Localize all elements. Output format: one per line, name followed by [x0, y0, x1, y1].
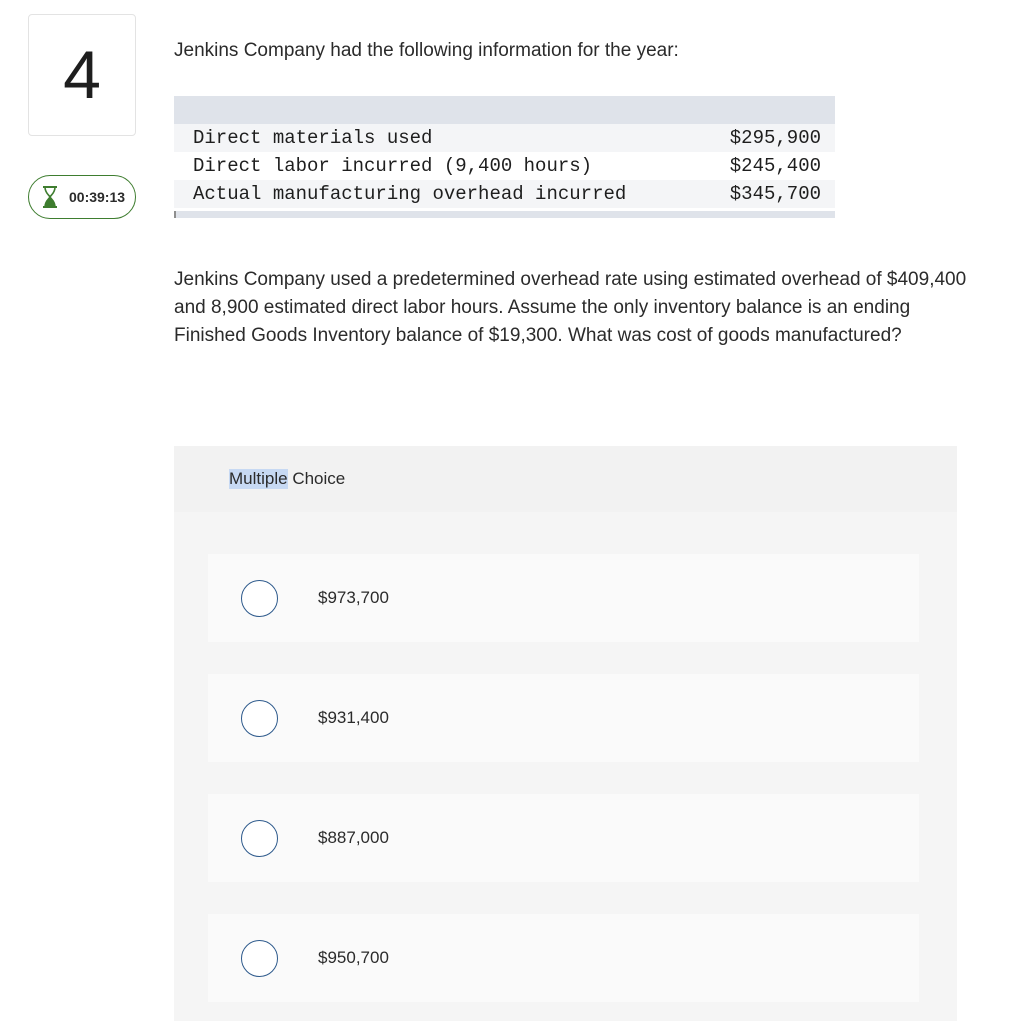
timer-badge[interactable]: [28, 175, 136, 219]
radio-button[interactable]: [241, 940, 278, 977]
timer-value: 00:39:13: [69, 189, 126, 205]
answer-option[interactable]: [208, 674, 919, 762]
option-label: $950,700: [318, 948, 389, 967]
question-text: Jenkins Company used a predetermined overhead rate using estimated overhead of $409,400 and 8,900 estimated direct labor hours. Assume the only inventory balance is an ending Finished Goods Inventory balance of $19,300. What was cost of goods manufactured?: [174, 269, 967, 346]
data-table: [174, 96, 835, 218]
answer-option[interactable]: [208, 914, 919, 1002]
table-row: [174, 180, 835, 208]
table-header-bar: [174, 96, 835, 124]
row-value: $245,400: [729, 155, 821, 177]
table-row: [174, 124, 835, 152]
radio-button[interactable]: [241, 580, 278, 617]
row-label: Direct labor incurred (9,400 hours): [193, 155, 593, 177]
table-footer-bar: [174, 211, 835, 218]
option-label: $973,700: [318, 588, 389, 607]
answer-option[interactable]: [208, 794, 919, 882]
table-rows: [174, 124, 835, 208]
question-intro: Jenkins Company had the following information for the year:: [174, 40, 679, 61]
hourglass-icon: [41, 185, 59, 209]
multiple-choice-panel: [174, 446, 957, 1021]
row-label: Actual manufacturing overhead incurred: [193, 183, 627, 205]
multiple-choice-header: [174, 446, 957, 512]
radio-button[interactable]: [241, 820, 278, 857]
header-text: Choice: [287, 469, 346, 488]
options-list: [174, 512, 957, 1021]
table-row: [174, 152, 835, 180]
option-label: $931,400: [318, 708, 389, 727]
radio-button[interactable]: [241, 700, 278, 737]
question-number: 4: [28, 14, 136, 136]
row-value: $345,700: [729, 183, 821, 205]
row-value: $295,900: [729, 127, 821, 149]
header-highlighted-text: Multiple: [229, 469, 288, 488]
answer-option[interactable]: [208, 554, 919, 642]
option-label: $887,000: [318, 828, 389, 847]
row-label: Direct materials used: [193, 127, 433, 149]
